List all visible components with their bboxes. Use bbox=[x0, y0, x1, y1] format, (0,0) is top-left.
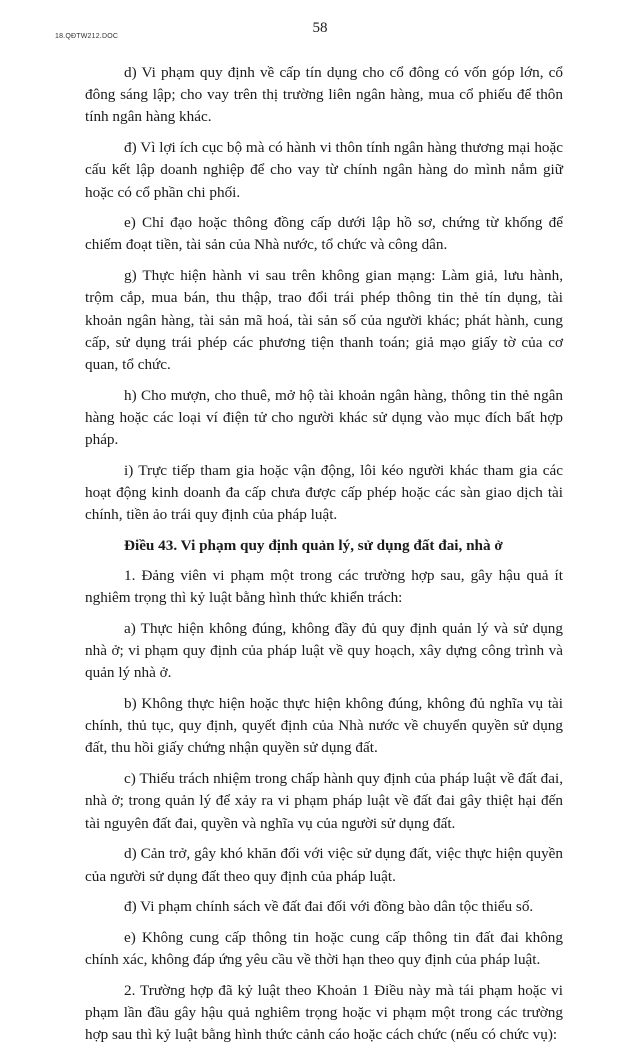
paragraph-d-credit: d) Vi phạm quy định về cấp tín dụng cho cổ đông có vốn góp lớn, cổ đông sáng lập; cho vay trên thị trường liên ngân hàng, mua cổ phiếu để thôn tính ngân hàng khác. bbox=[85, 64, 563, 126]
clause-1e: e) Không cung cấp thông tin hoặc cung cấp thông tin đất đai không chính xác, không đáp ứng yêu cầu về thời hạn theo quy định của pháp luật. bbox=[85, 928, 563, 969]
paragraph-h-account-lending: h) Cho mượn, cho thuê, mở hộ tài khoản ngân hàng, thông tin thẻ ngân hàng hoặc các loại ví điện tử cho người khác sử dụng vào mục đích bất hợp pháp. bbox=[85, 386, 563, 449]
page-number: 58 bbox=[312, 20, 328, 36]
clause-2: 2. Trường hợp đã kỷ luật theo Khoản 1 Điều này mà tái phạm hoặc vi phạm lần đầu gây hậu quả nghiêm trọng hoặc vi phạm một trong các trường hợp sau thì kỷ luật bằng hình thức cảnh cáo hoặc cách chức (nếu có chức vụ): bbox=[85, 981, 563, 1044]
document-code: 18.QĐTW212.DOC bbox=[55, 33, 119, 40]
clause-1a: a) Thực hiện không đúng, không đầy đủ quy định quản lý và sử dụng nhà ở; vi phạm quy định của pháp luật về quy hoạch, xây dựng công trình và quản lý nhà ở. bbox=[85, 619, 563, 682]
paragraph-g-cyberspace: g) Thực hiện hành vi sau trên không gian mạng: Làm giả, lưu hành, trộm cắp, mua bán, thu thập, trao đổi trái phép thông tin thẻ tín dụng, tài khoản ngân hàng, tài sản mã hoá, tài sản số của người khác; phát hành, cung cấp, sử dụng trái phép các phương tiện thanh toán; giả mạo giấy tờ của cơ quan, tổ chức. bbox=[85, 267, 563, 373]
paragraph-e-false-records: e) Chỉ đạo hoặc thông đồng cấp dưới lập hồ sơ, chứng từ khống để chiếm đoạt tiền, tài sản của Nhà nước, tổ chức và công dân. bbox=[85, 214, 563, 254]
clause-1d: d) Cản trở, gây khó khăn đối với việc sử dụng đất, việc thực hiện quyền của người sử dụng đất theo quy định của pháp luật. bbox=[85, 845, 563, 885]
paragraph-dd-local-interest: đ) Vì lợi ích cục bộ mà có hành vi thôn tính ngân hàng thương mại hoặc cấu kết lập doanh nghiệp để cho vay từ chính ngân hàng do mình nắm giữ hoặc có cổ phần chi phối. bbox=[85, 139, 563, 201]
clause-1: 1. Đảng viên vi phạm một trong các trường hợp sau, gây hậu quả ít nghiêm trọng thì kỷ luật bằng hình thức khiển trách: bbox=[85, 567, 563, 607]
clause-1dd: đ) Vi phạm chính sách về đất đai đối với đồng bào dân tộc thiểu số. bbox=[124, 898, 534, 916]
clause-1c: c) Thiếu trách nhiệm trong chấp hành quy định của pháp luật về đất đai, nhà ở; trong quản lý để xảy ra vi phạm pháp luật về đất đai gây thiệt hại đến tài nguyên đất đai, quyền và nghĩa vụ của người sử dụng đất. bbox=[85, 770, 563, 832]
clause-1b: b) Không thực hiện hoặc thực hiện không đúng, không đủ nghĩa vụ tài chính, thủ tục, quy định, quyết định của Nhà nước về chuyển quyền sử dụng đất, thu hồi giấy chứng nhận quyền sử dụng đất. bbox=[85, 695, 563, 757]
article-43-heading: Điều 43. Vi phạm quy định quản lý, sử dụng đất đai, nhà ở bbox=[124, 536, 503, 554]
paragraph-i-multilevel: i) Trực tiếp tham gia hoặc vận động, lôi kéo người khác tham gia các hoạt động kinh doanh đa cấp chưa được cấp phép hoặc các sàn giao dịch tài chính, tiền ảo trái quy định của pháp luật. bbox=[85, 461, 563, 524]
document-body bbox=[85, 62, 563, 1055]
